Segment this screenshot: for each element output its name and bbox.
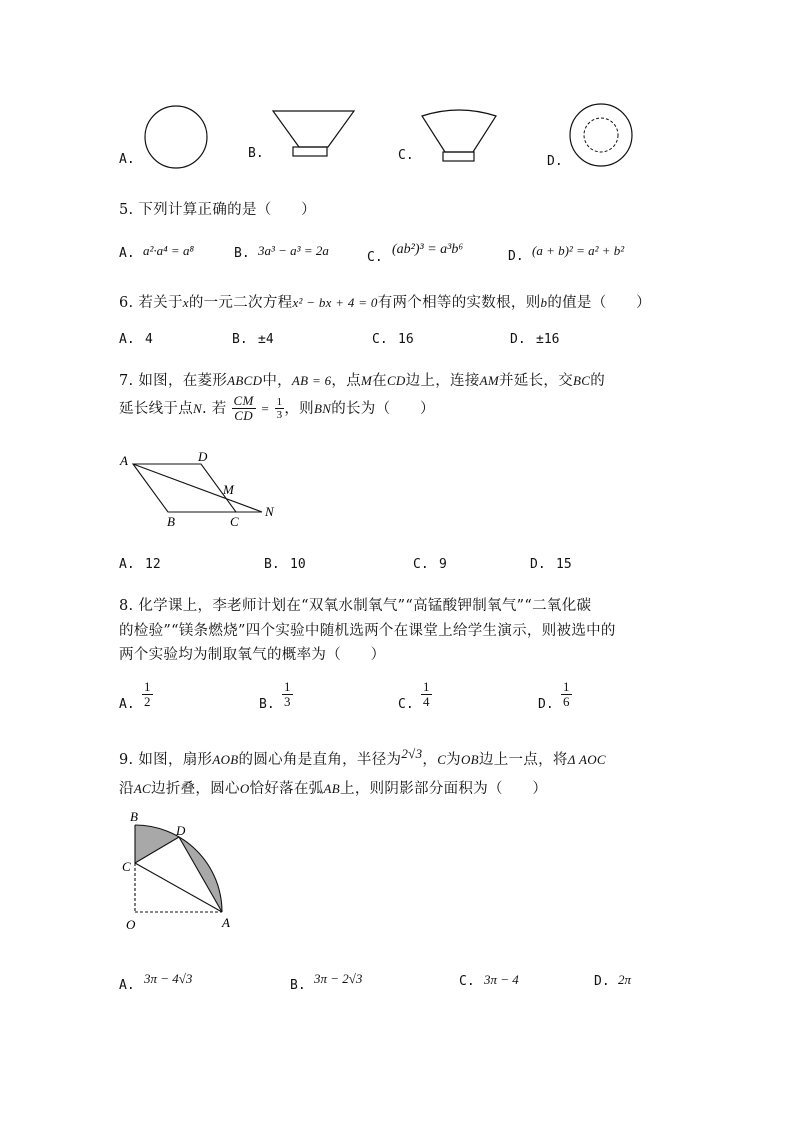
q6-stem-text-1: 6. 若关于 [119, 295, 183, 311]
q8-option-a-label: A. [119, 697, 135, 712]
q7-text: 并延长，交 [499, 373, 573, 389]
q7-text: 的 [590, 373, 606, 389]
q7-option-b-value: 10 [290, 557, 306, 572]
q5-stem: 5. 下列计算正确的是（ ） [119, 202, 316, 218]
q7-fraction-cm-cd [232, 394, 256, 424]
q7-text: 中， [262, 373, 292, 389]
q7-stem-line2 [119, 394, 435, 424]
q7-option-c-label: C. [413, 557, 429, 572]
q5-option-b-expr: 3a³ − a³ = 2a [258, 243, 329, 258]
q7-text: 的长为（ ） [331, 400, 435, 417]
q9-option-a-expr: 3π − 4√3 [144, 971, 193, 986]
q6-stem-text-3: 有两个相等的实数根，则 [377, 295, 541, 311]
q7-text: ，则 [284, 400, 314, 417]
q7-stem-line1 [119, 369, 605, 390]
q6-option-d-label: D. [510, 332, 526, 347]
q7-rhombus [133, 464, 236, 512]
q7-fraction-one-third [275, 396, 285, 421]
q7-frac-numerator: CM [233, 393, 254, 408]
q6-option-a-value: 4 [145, 332, 153, 347]
q9-text: 恰好落在弧 [249, 781, 324, 797]
q9-label-o: O [126, 917, 136, 932]
q9-triangle-aoc: Δ AOC [567, 752, 606, 767]
q5-option-d-expr: (a + b)² = a² + b² [532, 243, 625, 258]
q7-label-m: M [223, 482, 234, 497]
q6-option-d-value: ±16 [536, 332, 560, 347]
q7-var-n: N [193, 400, 202, 416]
q7-var-bc: BC [573, 373, 591, 388]
q7-option-c-value: 9 [439, 557, 447, 572]
q8-d-den: 6 [563, 694, 570, 710]
q7-text: 在 [372, 373, 387, 389]
q4-option-c-label: C. [398, 148, 414, 163]
q9-option-b-expr: 3π − 2√3 [314, 971, 363, 986]
q6-equation: x² − bx + 4 = 0 [292, 295, 378, 310]
q7-var-abcd: ABCD [227, 373, 263, 388]
q6-option-a-label: A. [119, 332, 135, 347]
q6-stem [119, 291, 651, 312]
q7-ab-equation: AB = 6 [291, 373, 332, 388]
q4-option-d-label: D. [547, 154, 563, 169]
q6-var-b: b [540, 295, 548, 310]
q8-option-b-fraction [282, 680, 293, 710]
q7-var-am: AM [479, 373, 499, 388]
q9-sector-figure [118, 806, 248, 934]
q4-figure-trapezoid [268, 106, 360, 164]
q8-c-den: 4 [423, 694, 430, 710]
q5-option-c-label: C. [367, 250, 383, 265]
q7-text: ，点 [331, 373, 361, 389]
q7-line-an [133, 464, 262, 512]
q9-text: 边折叠，圆心 [151, 781, 240, 797]
q9-label-a: A [222, 915, 230, 930]
q9-var-ob: OB [460, 752, 479, 767]
q8-stem-line2: 的检验”“镁条燃烧”四个实验中随机选两个在课堂上给学生演示，则被选中的 [119, 623, 616, 639]
q9-text: 沿 [119, 781, 134, 797]
q9-var-ab: AB [323, 781, 341, 796]
q9-var-o: O [239, 781, 250, 796]
q7-label-a: A [120, 453, 128, 468]
q9-label-d: D [176, 823, 186, 838]
q9-label-b: B [130, 809, 138, 824]
q8-b-num: 1 [284, 679, 291, 694]
q7-label-c: C [230, 514, 239, 529]
q7-option-d-value: 15 [556, 557, 572, 572]
q7-var-m: M [361, 373, 373, 388]
q9-option-c-expr: 3π − 4 [484, 972, 519, 987]
q6-stem-text-2: 的一元二次方程 [188, 295, 293, 311]
q4-option-b-label: B. [248, 146, 264, 161]
q7-frac-denominator: CD [234, 408, 253, 424]
q9-shaded-region-top [135, 825, 179, 863]
q7-var-bn: BN [313, 400, 332, 416]
q9-var-c: C [437, 752, 447, 767]
q7-text: 7. 如图，在菱形 [119, 373, 228, 389]
q9-text: 9. 如图，扇形 [119, 752, 213, 768]
q9-option-a-label: A. [119, 978, 135, 993]
q9-var-aob: AOB [212, 752, 239, 767]
q7-label-b: B [167, 514, 175, 529]
q9-text: 的圆心角是直角，半径为 [238, 752, 402, 768]
q8-c-num: 1 [423, 679, 430, 694]
q8-option-a-fraction [142, 680, 153, 710]
q8-option-c-fraction [421, 680, 432, 710]
q7-equals: = [260, 400, 270, 416]
q5-option-b-label: B. [234, 246, 250, 261]
q6-option-b-value: ±4 [258, 332, 274, 347]
q6-option-b-label: B. [232, 332, 248, 347]
q8-stem-line1: 8. 化学课上，李老师计划在“双氧水制氧气”“高锰酸钾制氧气”“二氧化碳 [119, 598, 592, 614]
q7-rhombus-figure [112, 448, 284, 530]
q7-label-n: N [265, 504, 274, 519]
q7-var-cd: CD [386, 373, 406, 388]
q8-stem-line3: 两个实验均为制取氧气的概率为（ ） [119, 647, 386, 663]
q7-frac-three: 3 [276, 409, 283, 422]
q8-b-den: 3 [284, 694, 291, 710]
q9-text: 为 [446, 752, 461, 768]
q7-label-d: D [198, 449, 208, 464]
q6-option-c-value: 16 [398, 332, 414, 347]
q9-segment-da [179, 837, 222, 912]
q4-figure-arc-trapezoid [418, 102, 500, 168]
q9-text: 上，则阴影部分面积为（ ） [340, 781, 548, 797]
q8-option-d-label: D. [538, 697, 554, 712]
q7-option-a-value: 12 [145, 557, 161, 572]
q9-option-d-label: D. [594, 974, 610, 989]
q6-option-c-label: C. [372, 332, 388, 347]
q9-option-d-expr: 2π [618, 972, 632, 987]
q7-option-b-label: B. [264, 557, 280, 572]
q5-option-d-label: D. [508, 249, 524, 264]
q8-d-num: 1 [563, 679, 570, 694]
q8-a-num: 1 [144, 679, 151, 694]
q9-radius-value: 2√3 [401, 746, 423, 761]
q8-a-den: 2 [144, 694, 151, 710]
q7-text: 边上，连接 [405, 373, 480, 389]
q9-stem-line2 [119, 777, 547, 798]
q5-option-a-expr: a²·a⁴ = a⁸ [143, 243, 194, 258]
q7-text: 延长线于点 [119, 400, 193, 417]
q4-option-a-label: A. [119, 152, 135, 167]
q8-option-c-label: C. [398, 697, 414, 712]
q9-stem-line1 [119, 748, 606, 769]
q9-text: ， [422, 752, 438, 768]
q6-var-x: x [182, 295, 189, 310]
q9-option-c-label: C. [459, 974, 475, 989]
q9-var-ac: AC [133, 781, 152, 796]
q9-option-b-label: B. [290, 978, 306, 993]
q6-stem-text-4: 的值是（ ） [547, 295, 651, 311]
q9-label-c: C [122, 859, 131, 874]
q4-figure-concentric-circles [566, 100, 638, 172]
q7-frac-one: 1 [276, 396, 283, 409]
q7-option-d-label: D. [530, 557, 546, 572]
q5-option-a-label: A. [119, 246, 135, 261]
q5-option-c-expr: (ab²)³ = a³b⁶ [392, 242, 464, 257]
q4-figure-circle [140, 102, 214, 174]
q8-option-d-fraction [561, 680, 572, 710]
q7-text: . 若 [201, 400, 227, 417]
q9-text: 边上一点，将 [478, 752, 568, 768]
q8-option-b-label: B. [259, 697, 275, 712]
q7-option-a-label: A. [119, 557, 135, 572]
